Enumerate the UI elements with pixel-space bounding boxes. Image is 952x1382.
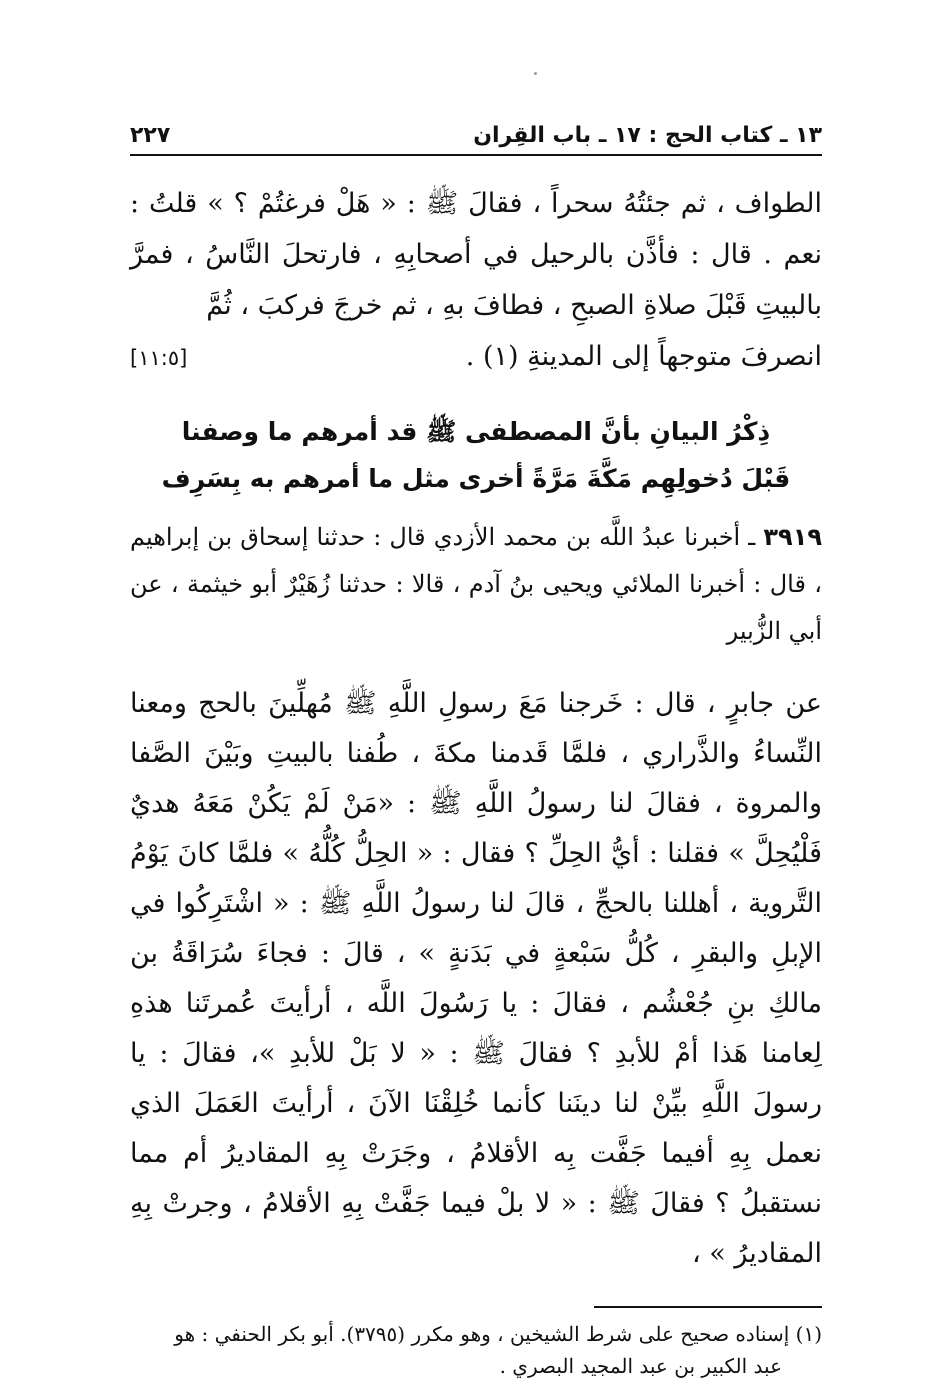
book-page	[130, 112, 822, 1382]
scan-speck	[534, 72, 537, 75]
continuation-paragraph	[130, 178, 822, 331]
footnotes	[130, 1318, 822, 1382]
continuation-text: الطواف ، ثم جئتُهُ سحراً ، فقالَ ﷺ : « هَلْ فرغتُمْ ؟ » قلتُ : نعم . قال : فأذَّن بالرحيل في أصحابِهِ ، فارتحلَ النَّاسُ ، فمرَّ بالبيتِ قَبْلَ صلاةِ الصبحِ ، فطافَ بهِ ، ثم خرجَ فركبَ ، ثُمَّ	[130, 188, 822, 321]
footnote-rule	[594, 1306, 822, 1308]
hadith-matn	[130, 679, 822, 1279]
continuation-last-line	[130, 331, 822, 384]
chapter-title-line-2: قَبْلَ دُخولِهِم مَكَّةَ مَرَّةً أخرى مثل ما أمرهم به بِسَرِف	[161, 464, 791, 493]
continuation-last-line-text: انصرفَ متوجهاً إلى المدينةِ (١) .	[465, 341, 822, 372]
footnote-1-line-1: (١) إسناده صحيح على شرط الشيخين ، وهو مكرر (٣٧٩٥). أبو بكر الحنفي : هو	[174, 1322, 822, 1346]
running-header	[130, 112, 822, 152]
hadith-isnad	[130, 514, 822, 655]
hadith-number: ٣٩١٩	[763, 523, 822, 551]
footnote-1-line-2: عبد الكبير بن عبد المجيد البصري .	[499, 1354, 782, 1378]
hadith-matn-text: عن جابرٍ ، قال : خَرجنا مَعَ رسولِ اللَّهِ ﷺ مُهلِّينَ بالحج ومعنا النِّساءُ والذَّراري ، فلمَّا قَدمنا مكةَ ، طُفنا بالبيتِ وبَيْنَ الصَّفا والمروة ، فقالَ لنا رسولُ اللَّهِ ﷺ : «مَنْ لَمْ يَكُنْ مَعَهُ هديٌ فَلْيُحِلَّ » فقلنا : أيُّ الحِلِّ ؟ فقال : « الحِلُّ كُلُّهُ » فلمَّا كانَ يَوْمُ التَّروية ، أهللنا بالحجِّ ، قالَ لنا رسولُ اللَّهِ ﷺ : « اشْتَرِكُوا في الإبلِ والبقرِ ، كُلُّ سَبْعةٍ في بَدَنةٍ » ، قالَ : فجاءَ سُرَاقَةُ بن مالكِ بنِ جُعْشُم ، فقالَ : يا رَسُولَ اللَّه ، أرأيتَ عُمرتَنا هذهِ لِعامنا هَذا أمْ للأبدِ ؟ فقالَ ﷺ : « لا بَلْ للأبدِ »، فقالَ : يا رسولَ اللَّهِ بيِّنْ لنا دينَنا كأنما خُلِقْنَا الآنَ ، أرأيتَ العَمَلَ الذي نعمل بِهِ أفيما جَفَّت بِه الأقلامُ ، وجَرَتْ بِهِ المقاديرُ أم مما نستقبلُ ؟ فقالَ ﷺ : « لا بلْ فيما جَفَّتْ بِهِ الأقلامُ ، وجرتْ بِهِ المقاديرُ » ،	[130, 688, 822, 1269]
hadith-reference: [١١:٥]	[130, 346, 188, 370]
chapter-title-line-1: ذِكْرُ البيانِ بأنَّ المصطفى ﷺ قد أمرهم ما وصفنا	[181, 417, 771, 446]
header-page-number: ٢٢٧	[130, 123, 171, 148]
header-rule	[130, 154, 822, 156]
header-section-title: ١٣ ـ كتاب الحج : ١٧ ـ باب القِران	[473, 123, 822, 148]
chapter-title	[130, 408, 822, 502]
hadith-isnad-text: ـ أخبرنا عبدُ اللَّه بن محمد الأزدي قال : حدثنا إسحاق بن إبراهيم ، قال : أخبرنا الملائي ويحيى بنُ آدم ، قالا : حدثنا زُهَيْرٌ أبو خيثمة ، عن أبي الزُّبير	[130, 523, 822, 645]
